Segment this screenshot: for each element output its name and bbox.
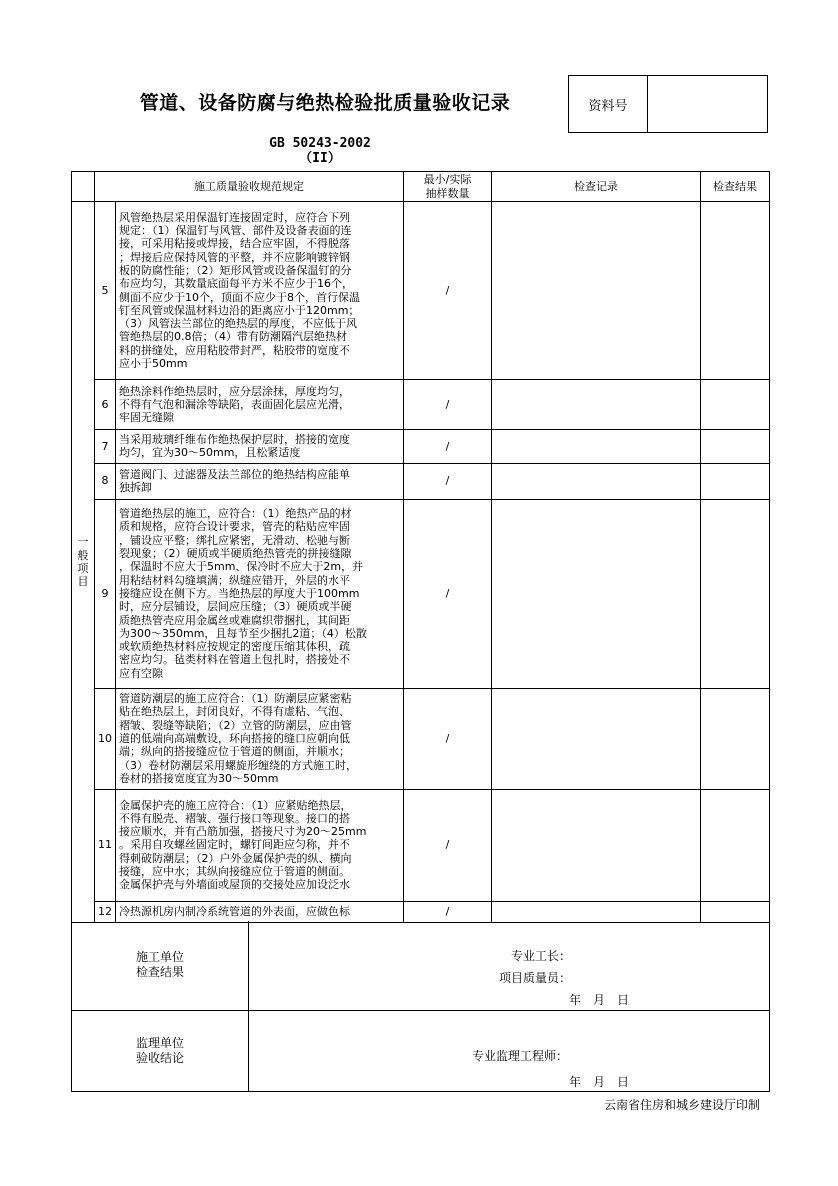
- item-spec: [116, 499, 404, 688]
- spec-line: 接，可采用粘接或焊接，结合应牢固，不得脱落: [119, 237, 350, 251]
- spec-line: 道的低端向高端敷设，环向搭接的缝口应朝向低: [119, 731, 350, 745]
- spec-line: 独拆卸: [119, 481, 152, 495]
- item-sampling[interactable]: /: [404, 499, 492, 688]
- table-row: [72, 430, 770, 464]
- construction-sign-area[interactable]: [249, 921, 770, 1010]
- item-record[interactable]: [492, 430, 701, 464]
- category-label: [72, 202, 95, 923]
- item-record[interactable]: [492, 202, 701, 380]
- table-row: [72, 380, 770, 430]
- spec-line: （3）卷材防潮层采用螺旋形缠绕的方式施工时，: [119, 758, 357, 772]
- item-spec: [116, 430, 404, 464]
- spec-line: 不得有脱壳、褶皱、强行接口等现象。接口的搭: [119, 811, 350, 825]
- spec-line: 金属保护壳与外墙面或屋顶的交接处应加设泛水: [119, 878, 350, 892]
- item-number: 7: [95, 430, 116, 464]
- item-number: 9: [95, 499, 116, 688]
- inspection-table: [71, 171, 770, 923]
- spec-line: 牢固无缝隙: [119, 411, 174, 425]
- construction-date: 年 月 日: [569, 993, 630, 1007]
- spec-line: 接缝应设在侧下方。当绝热层的厚度大于100mm: [119, 586, 360, 600]
- category-char: 般: [77, 548, 89, 562]
- supervision-row: [72, 1010, 770, 1091]
- spec-line: 管道防潮层的施工应符合：（1）防潮层应紧密粘: [119, 692, 352, 706]
- header-spec: 施工质量验收规范规定: [95, 172, 404, 202]
- spec-line: 规定：（1）保温钉与风管、部件及设备表面的连: [119, 224, 352, 238]
- spec-line: 应小于50mm: [119, 356, 188, 370]
- header-record: 检查记录: [492, 172, 701, 202]
- spec-line: 均匀，宜为30～50mm，且松紧适度: [119, 446, 301, 460]
- table-row: [72, 463, 770, 499]
- item-result[interactable]: [701, 463, 770, 499]
- spec-line: （3）风管法兰部位的绝热层的厚度，不应低于风: [119, 317, 357, 331]
- standard-part: （II）: [299, 151, 341, 166]
- header-sampling: [404, 172, 492, 202]
- spec-line: 质和规格，应符合设计要求，管壳的粘贴应牢固: [119, 520, 350, 534]
- item-spec: [116, 688, 404, 789]
- item-result[interactable]: [701, 789, 770, 901]
- item-result[interactable]: [701, 380, 770, 430]
- sign-off-table: [71, 921, 770, 1092]
- item-number: 11: [95, 789, 116, 901]
- item-record[interactable]: [492, 789, 701, 901]
- item-result[interactable]: [701, 901, 770, 922]
- spec-line: 金属保护壳的施工应符合：（1）应紧贴绝热层，: [119, 798, 352, 812]
- item-number: 12: [95, 901, 116, 922]
- header-sampling-line1: 最小/实际: [423, 173, 472, 187]
- category-char: 项: [77, 561, 89, 575]
- item-sampling[interactable]: /: [404, 463, 492, 499]
- spec-line: 得刺破防潮层；（2）户外金属保护壳的纵、横向: [119, 851, 352, 865]
- spec-line: 绝热涂料作绝热层时，应分层涂抹，厚度均匀，: [119, 384, 350, 398]
- item-number: 10: [95, 688, 116, 789]
- construction-label-line2: 检查结果: [135, 965, 184, 980]
- spec-line: 管道阀门、过滤器及法兰部位的绝热结构应能单: [119, 467, 350, 481]
- item-sampling[interactable]: /: [404, 202, 492, 380]
- footer-printer: 云南省住房和城乡建设厅印制: [603, 1098, 760, 1112]
- doc-id-label: 资料号: [569, 76, 648, 132]
- table-row: [72, 202, 770, 380]
- spec-line: ，保温时不应大于5mm、保冷时不应大于2m，并: [119, 560, 364, 574]
- item-record[interactable]: [492, 688, 701, 789]
- spec-line: 管道绝热层的施工，应符合：（1）绝热产品的材: [119, 507, 352, 521]
- item-number: 8: [95, 463, 116, 499]
- item-sampling[interactable]: /: [404, 380, 492, 430]
- item-sampling[interactable]: /: [404, 688, 492, 789]
- doc-id-value[interactable]: [648, 76, 767, 132]
- spec-line: 不得有气泡和漏涂等缺陷，表面固化层应光滑，: [119, 397, 350, 411]
- item-result[interactable]: [701, 688, 770, 789]
- quality-officer-label: 项目质量员：: [499, 971, 572, 985]
- category-char: 目: [77, 575, 89, 589]
- spec-line: 接应顺水，并有凸筋加强，搭接尺寸为20～25mm: [119, 825, 367, 839]
- item-result[interactable]: [701, 202, 770, 380]
- spec-line: 当采用玻璃纤维布作绝热保护层时，搭接的宽度: [119, 433, 350, 446]
- item-spec: [116, 202, 404, 380]
- foreman-label: 专业工长：: [511, 949, 572, 963]
- supervision-engineer-label: 专业监理工程师：: [472, 1048, 569, 1063]
- item-sampling[interactable]: /: [404, 901, 492, 922]
- standard-code: GB 50243-2002: [269, 136, 371, 151]
- header-blank: [72, 172, 95, 202]
- header-sampling-line2: 抽样数量: [425, 186, 470, 200]
- spec-line: 管绝热层的0.8倍；（4）带有防潮隔汽层绝热材: [119, 330, 347, 344]
- table-row: [72, 499, 770, 688]
- construction-label-line1: 施工单位: [135, 950, 184, 965]
- supervision-label-line1: 监理单位: [135, 1035, 184, 1050]
- item-sampling[interactable]: /: [404, 430, 492, 464]
- supervision-sign-area[interactable]: [249, 1010, 770, 1091]
- item-sampling[interactable]: /: [404, 789, 492, 901]
- spec-line: 。采用自攻螺丝固定时，螺钉间距应匀称，并不: [119, 838, 350, 852]
- doc-id-box: [568, 75, 768, 133]
- item-record[interactable]: [492, 463, 701, 499]
- spec-line: 端；纵向的搭接缝应位于管道的侧面，并顺水；: [119, 745, 350, 759]
- spec-line: 料的拼缝处，应用粘胶带封严，粘胶带的宽度不: [119, 343, 350, 357]
- item-record[interactable]: [492, 499, 701, 688]
- spec-line: 风管绝热层采用保温钉连接固定时，应符合下列: [119, 210, 350, 224]
- page-title: 管道、设备防腐与绝热检验批质量验收记录: [139, 92, 511, 114]
- header-result: 检查结果: [701, 172, 770, 202]
- item-spec: [116, 380, 404, 430]
- spec-line: 贴在绝热层上，封闭良好，不得有虚粘、气泡、: [119, 705, 350, 719]
- item-spec: [116, 789, 404, 901]
- item-spec: [116, 463, 404, 499]
- supervision-label-line2: 验收结论: [135, 1050, 184, 1065]
- spec-line: ；焊接后应保持风管的平整，并不应影响镀锌钢: [119, 250, 350, 264]
- item-result[interactable]: [701, 499, 770, 688]
- construction-label: [72, 921, 249, 1010]
- item-record[interactable]: [492, 380, 701, 430]
- spec-line: 冷热源机房内制冷系统管道的外表面，应做色标: [119, 904, 350, 918]
- spec-line: 质绝热管壳应用金属丝或难腐织带捆扎，其间距: [119, 613, 350, 627]
- spec-line: 为300～350mm，且每节至少捆扎2道；（4）松散: [119, 626, 367, 640]
- standard-header: [200, 136, 440, 166]
- spec-line: 裂现象；（2）硬质或半硬质绝热管壳的拼接缝隙: [119, 547, 352, 561]
- spec-line: 密应均匀。毡类材料在管道上包扎时，搭接处不: [119, 653, 350, 667]
- table-row: [72, 901, 770, 922]
- spec-line: 或软质绝热材料应按规定的密度压缩其体积，疏: [119, 640, 350, 654]
- table-row: [72, 688, 770, 789]
- construction-row: [72, 921, 770, 1010]
- supervision-date: 年 月 日: [569, 1074, 630, 1089]
- item-result[interactable]: [701, 430, 770, 464]
- spec-line: 钉至风管或保温材料边沿的距离应小于120mm；: [119, 303, 360, 317]
- spec-line: 用粘结材料勾缝填满；纵缝应错开，外层的水平: [119, 573, 350, 587]
- item-number: 6: [95, 380, 116, 430]
- spec-line: ，铺设应平整；绑扎应紧密，无滑动、松驰与断: [119, 533, 350, 547]
- spec-line: 卷材的搭接宽度宜为30～50mm: [119, 771, 279, 785]
- item-record[interactable]: [492, 901, 701, 922]
- category-char: 一: [77, 535, 89, 549]
- spec-line: 板的防腐性能；（2）矩形风管或设备保温钉的分: [119, 263, 352, 277]
- supervision-label: [72, 1010, 249, 1091]
- item-number: 5: [95, 202, 116, 380]
- spec-line: 褶皱、裂缝等缺陷；（2）立管的防潮层，应由管: [119, 718, 352, 732]
- item-spec: [116, 901, 404, 922]
- spec-line: 应有空隙: [119, 666, 163, 680]
- spec-line: 侧面不应少于10个，顶面不应少于8个，首行保温: [119, 290, 360, 304]
- table-header-row: [72, 172, 770, 202]
- spec-line: 接缝，应中水；其纵向接缝应位于管道的侧面。: [119, 865, 350, 879]
- spec-line: 布应均匀，其数量底面每平方米不应少于16个，: [119, 277, 353, 291]
- table-row: [72, 789, 770, 901]
- spec-line: 时，应分层铺设，层间应压缝；（3）硬质或半硬: [119, 600, 352, 614]
